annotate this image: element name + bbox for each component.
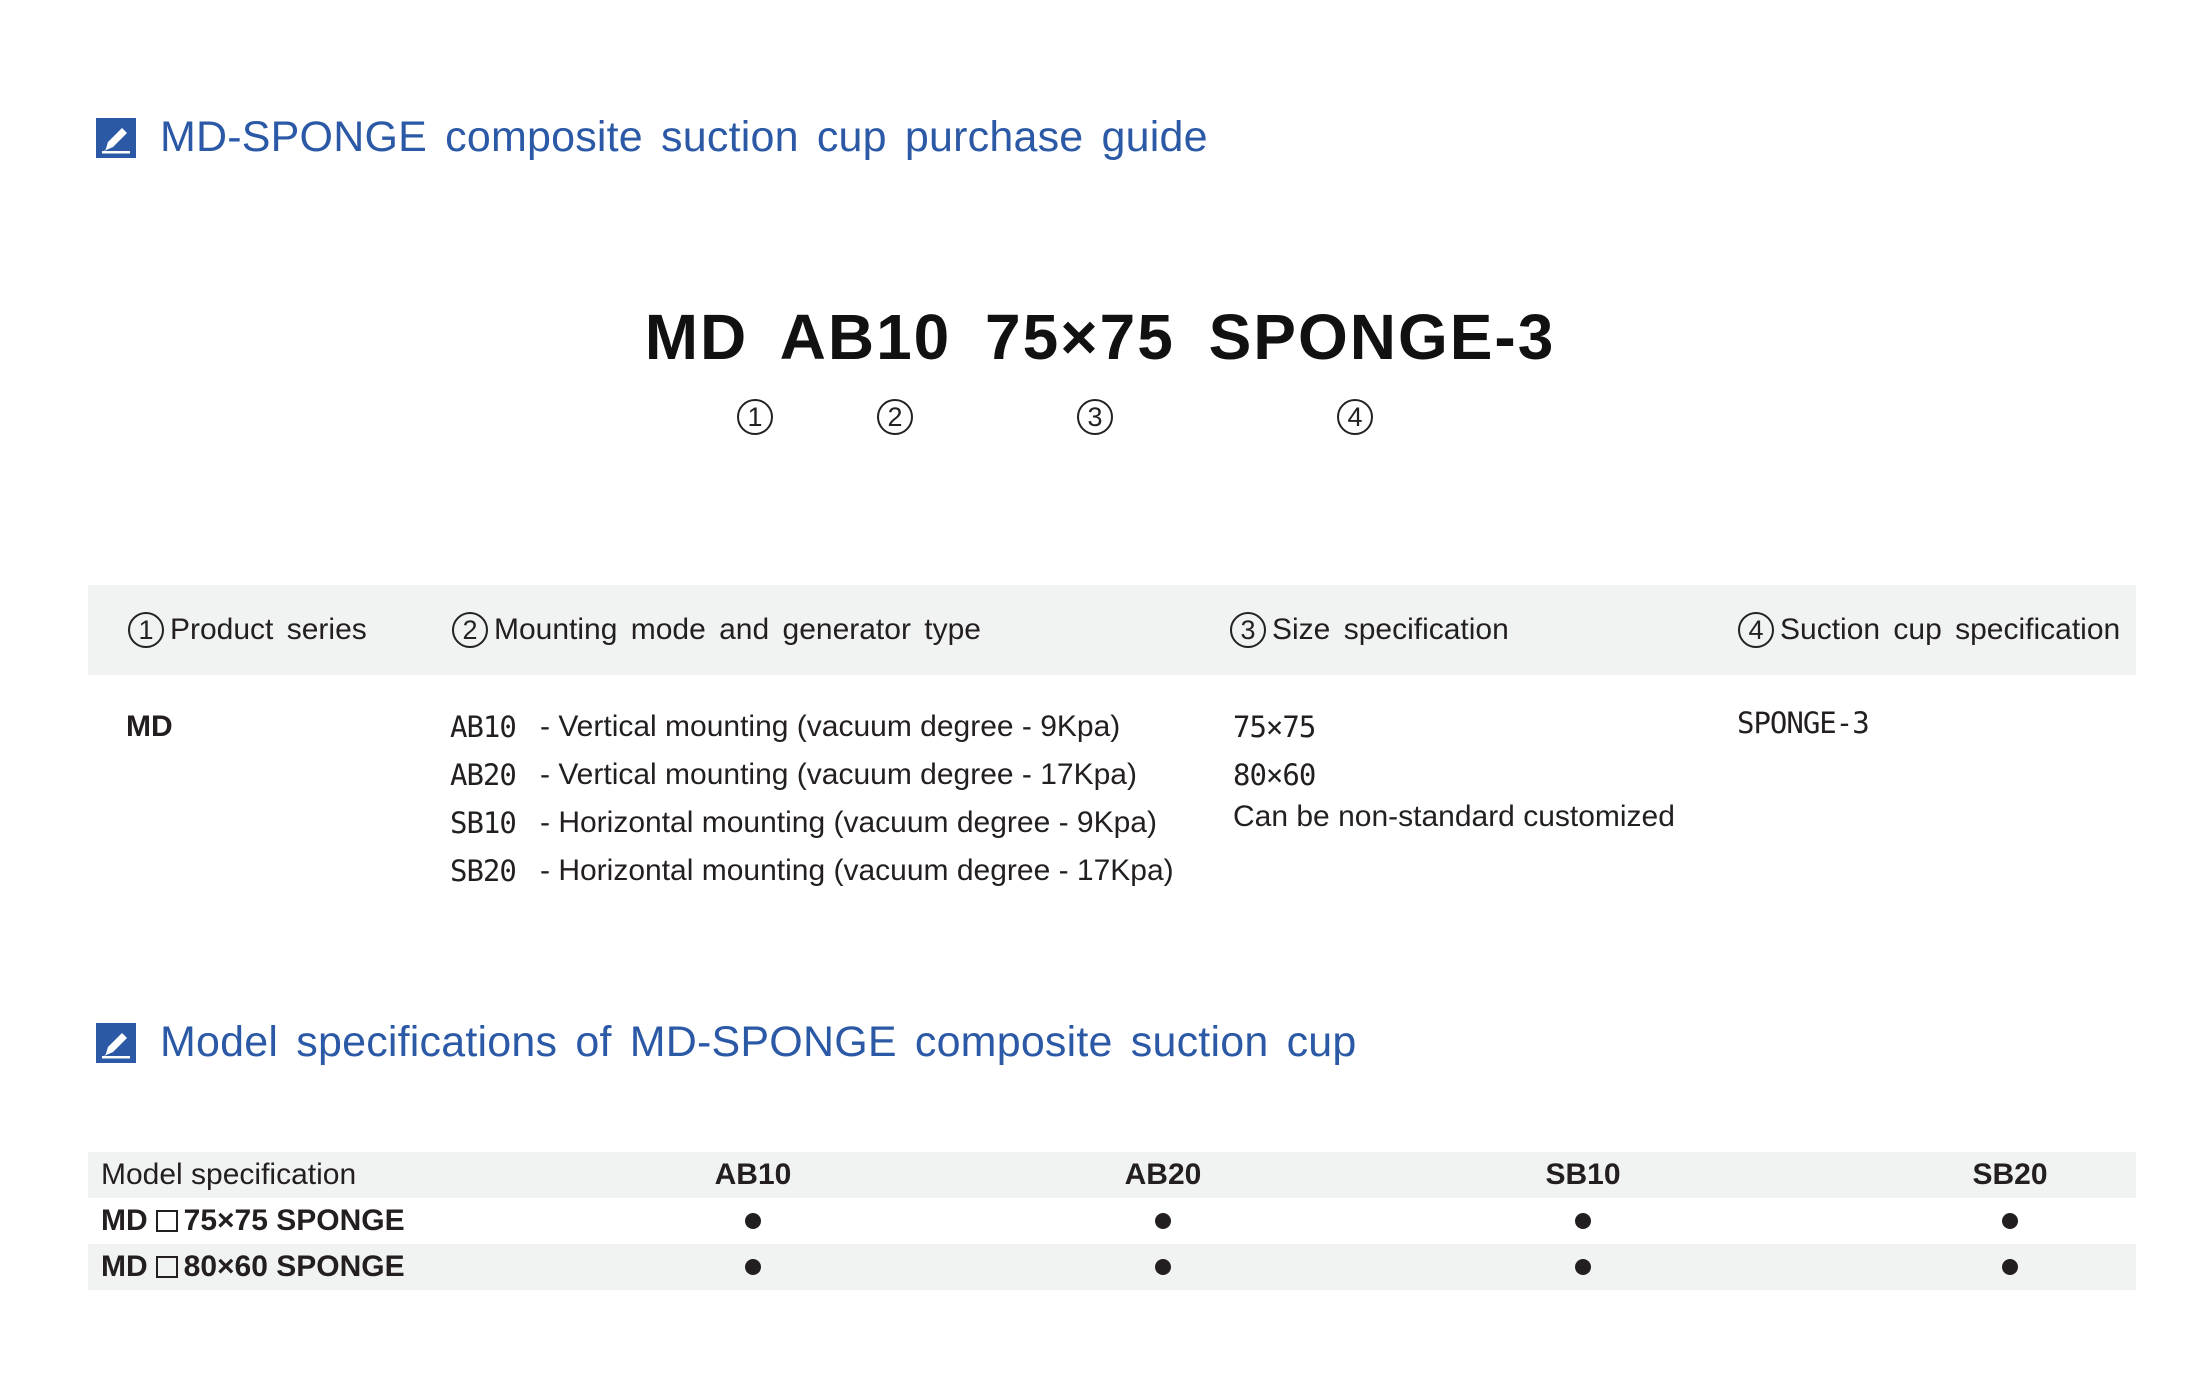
header-cup-spec: 4 Suction cup specification xyxy=(1738,585,2120,675)
spec-col-sb20: SB20 xyxy=(1972,1158,2048,1191)
square-icon xyxy=(156,1256,178,1278)
spec-mark-sb20 xyxy=(1885,1244,2135,1290)
filled-dot-icon xyxy=(1155,1259,1171,1275)
edit-pencil-icon xyxy=(96,118,136,158)
spec-mark-ab10 xyxy=(628,1198,878,1244)
filled-dot-icon xyxy=(2002,1259,2018,1275)
parts-table-header xyxy=(88,585,2136,675)
section-header-model-specs xyxy=(96,1018,1357,1067)
spec-row-model: MD 80×60 SPONGE xyxy=(101,1250,405,1283)
spec-mark-sb10 xyxy=(1458,1198,1708,1244)
edit-pencil-icon xyxy=(96,1023,136,1063)
spec-mark-ab20 xyxy=(1038,1198,1288,1244)
filled-dot-icon xyxy=(2002,1213,2018,1229)
series-value: MD xyxy=(126,710,173,743)
filled-dot-icon xyxy=(1575,1259,1591,1275)
spec-mark-sb10 xyxy=(1458,1244,1708,1290)
square-icon xyxy=(156,1210,178,1232)
mounting-desc-1: - Vertical mounting (vacuum degree - 9Kpa) xyxy=(540,710,1121,743)
filled-dot-icon xyxy=(1575,1213,1591,1229)
spec-header-label: Model specification xyxy=(101,1158,357,1191)
marker-2: 2 xyxy=(877,399,913,435)
spec-col-sb10: SB10 xyxy=(1545,1158,1621,1191)
table-row xyxy=(88,1244,2136,1290)
marker-1: 1 xyxy=(737,399,773,435)
header-product-series: 1 Product series xyxy=(128,585,367,675)
spec-table-header xyxy=(88,1152,2136,1198)
mounting-code-4: SB20 xyxy=(450,854,516,888)
marker-3: 3 xyxy=(1077,399,1113,435)
section-header-purchase-guide xyxy=(96,113,1208,162)
header-size-spec: 3 Size specification xyxy=(1230,585,1509,675)
mounting-desc-4: - Horizontal mounting (vacuum degree - 17Kpa) xyxy=(540,854,1174,887)
mounting-code-1: AB10 xyxy=(450,710,516,744)
header-mounting-mode: 2 Mounting mode and generator type xyxy=(452,585,981,675)
spec-col-ab10: AB10 xyxy=(714,1158,792,1191)
spec-mark-ab20 xyxy=(1038,1244,1288,1290)
section-title: Model specifications of MD-SPONGE composite suction cup xyxy=(160,1018,1357,1066)
size-value-1: 75×75 xyxy=(1233,710,1316,744)
cup-spec-value: SPONGE-3 xyxy=(1737,706,1869,740)
spec-row-model: MD 75×75 SPONGE xyxy=(101,1204,405,1237)
spec-col-ab20: AB20 xyxy=(1124,1158,1202,1191)
section-title: MD-SPONGE composite suction cup purchase guide xyxy=(160,113,1208,161)
filled-dot-icon xyxy=(745,1213,761,1229)
table-row xyxy=(88,1198,2136,1244)
mounting-code-2: AB20 xyxy=(450,758,516,792)
mounting-code-3: SB10 xyxy=(450,806,516,840)
spec-mark-sb20 xyxy=(1885,1198,2135,1244)
mounting-desc-3: - Horizontal mounting (vacuum degree - 9Kpa) xyxy=(540,806,1157,839)
model-code: MD AB10 75×75 SPONGE-3 xyxy=(644,301,1556,373)
filled-dot-icon xyxy=(1155,1213,1171,1229)
filled-dot-icon xyxy=(745,1259,761,1275)
spec-mark-ab10 xyxy=(628,1244,878,1290)
size-value-2: 80×60 xyxy=(1233,758,1316,792)
mounting-desc-2: - Vertical mounting (vacuum degree - 17Kpa) xyxy=(540,758,1137,791)
size-note: Can be non-standard customized xyxy=(1233,800,1675,833)
marker-4: 4 xyxy=(1337,399,1373,435)
